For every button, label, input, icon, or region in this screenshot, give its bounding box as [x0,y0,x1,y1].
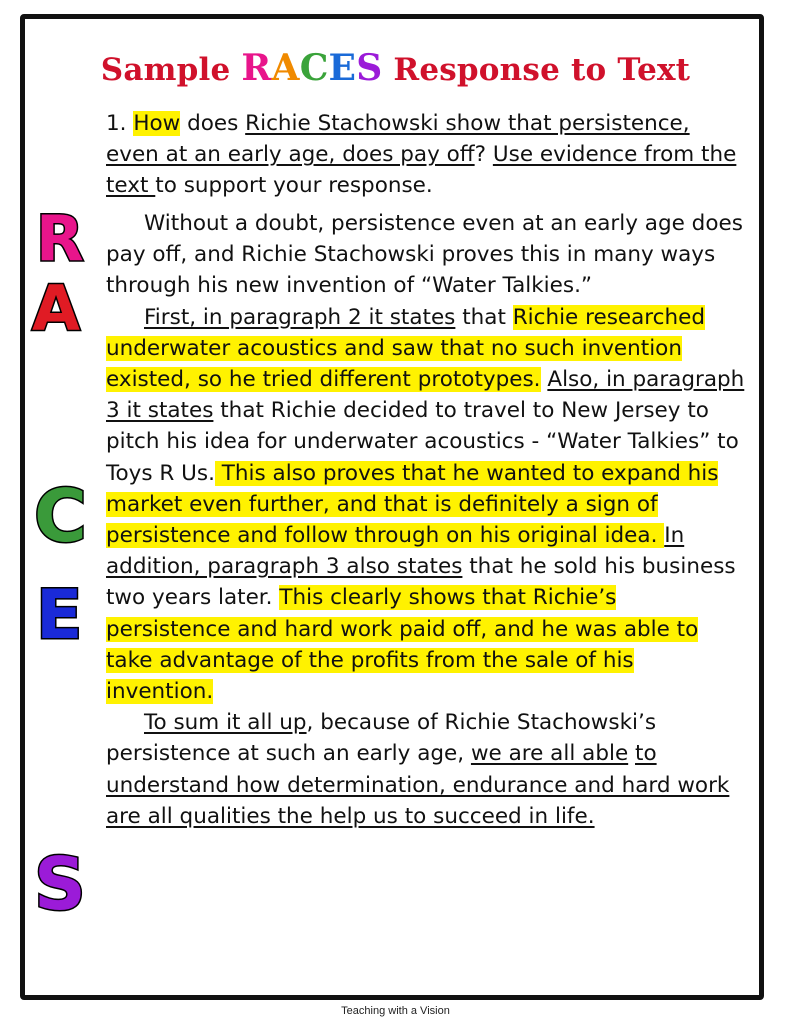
question-underlined: Use evidence from the text [106,142,737,198]
body-text: that [455,304,513,330]
cite-phrase: In addition, paragraph 3 also states [106,523,685,580]
title-suffix: Response to Text [382,52,691,88]
races-letter-c-icon: C [34,474,87,558]
response-body [106,208,746,832]
races-letter-a-icon: A [32,272,80,345]
body-text: that he sold his business two years later. [106,554,736,611]
races-letter-e-icon: E [36,576,83,655]
question-text: to support your response. [155,173,433,198]
summary-underlined: we are all able [470,741,629,767]
title-letter-s: S [356,47,383,89]
cite-phrase: Also, in paragraph 3 it states [106,367,745,424]
highlighted-text: This clearly shows that Richie’s persistence and hard work paid off, and he was able to take advantage of the profits from the sale of his invention. [106,585,699,705]
question-keyword: How [133,111,181,136]
highlighted-text: Richie researched underwater acoustics and saw that no such invention existed, so he tried different prototypes. [106,304,706,393]
title-letter-r: R [241,47,272,89]
races-letter-s-icon: S [34,842,86,926]
question-number: 1. [106,111,134,136]
question-text: ? [474,142,493,167]
title-letter-a: A [271,47,300,89]
summary-underlined: to understand how determination, endurance and hard work are all qualities the help us to succeed in life. [106,741,730,829]
title-letter-e: E [328,47,357,89]
body-text: that Richie decided to travel to New Jersey to pitch his idea for underwater acoustics - “Water Talkies” to Toys R Us. [106,398,739,486]
summary-paragraph [106,707,746,832]
cite-phrase: First, in paragraph 2 it states [144,304,456,330]
restate-paragraph: Without a doubt, persistence even at an early age does pay off, and Richie Stachowski proves this in many ways through his new invention of “Water Talkies.” [106,211,743,299]
summary-underlined: To sum it all up [144,710,307,736]
title-letter-c: C [299,47,329,89]
body-text [628,741,635,766]
question-underlined: Richie Stachowski show that persistence, even at an early age, does pay off [106,111,690,167]
races-letter-r-icon: R [36,202,84,275]
evidence-paragraph [106,302,746,708]
body-text: , because of Richie Stachowski’s persistence at such an early age, [106,710,657,767]
footer-credit: Teaching with a Vision [341,1005,450,1017]
page-title [0,47,791,89]
question-prompt [106,108,746,201]
title-prefix: Sample [100,52,242,88]
question-text: does [180,111,246,136]
highlighted-text: This also proves that he wanted to expand his market even further, and that is definitely a sign of persistence and follow through on his original idea. [106,460,719,549]
